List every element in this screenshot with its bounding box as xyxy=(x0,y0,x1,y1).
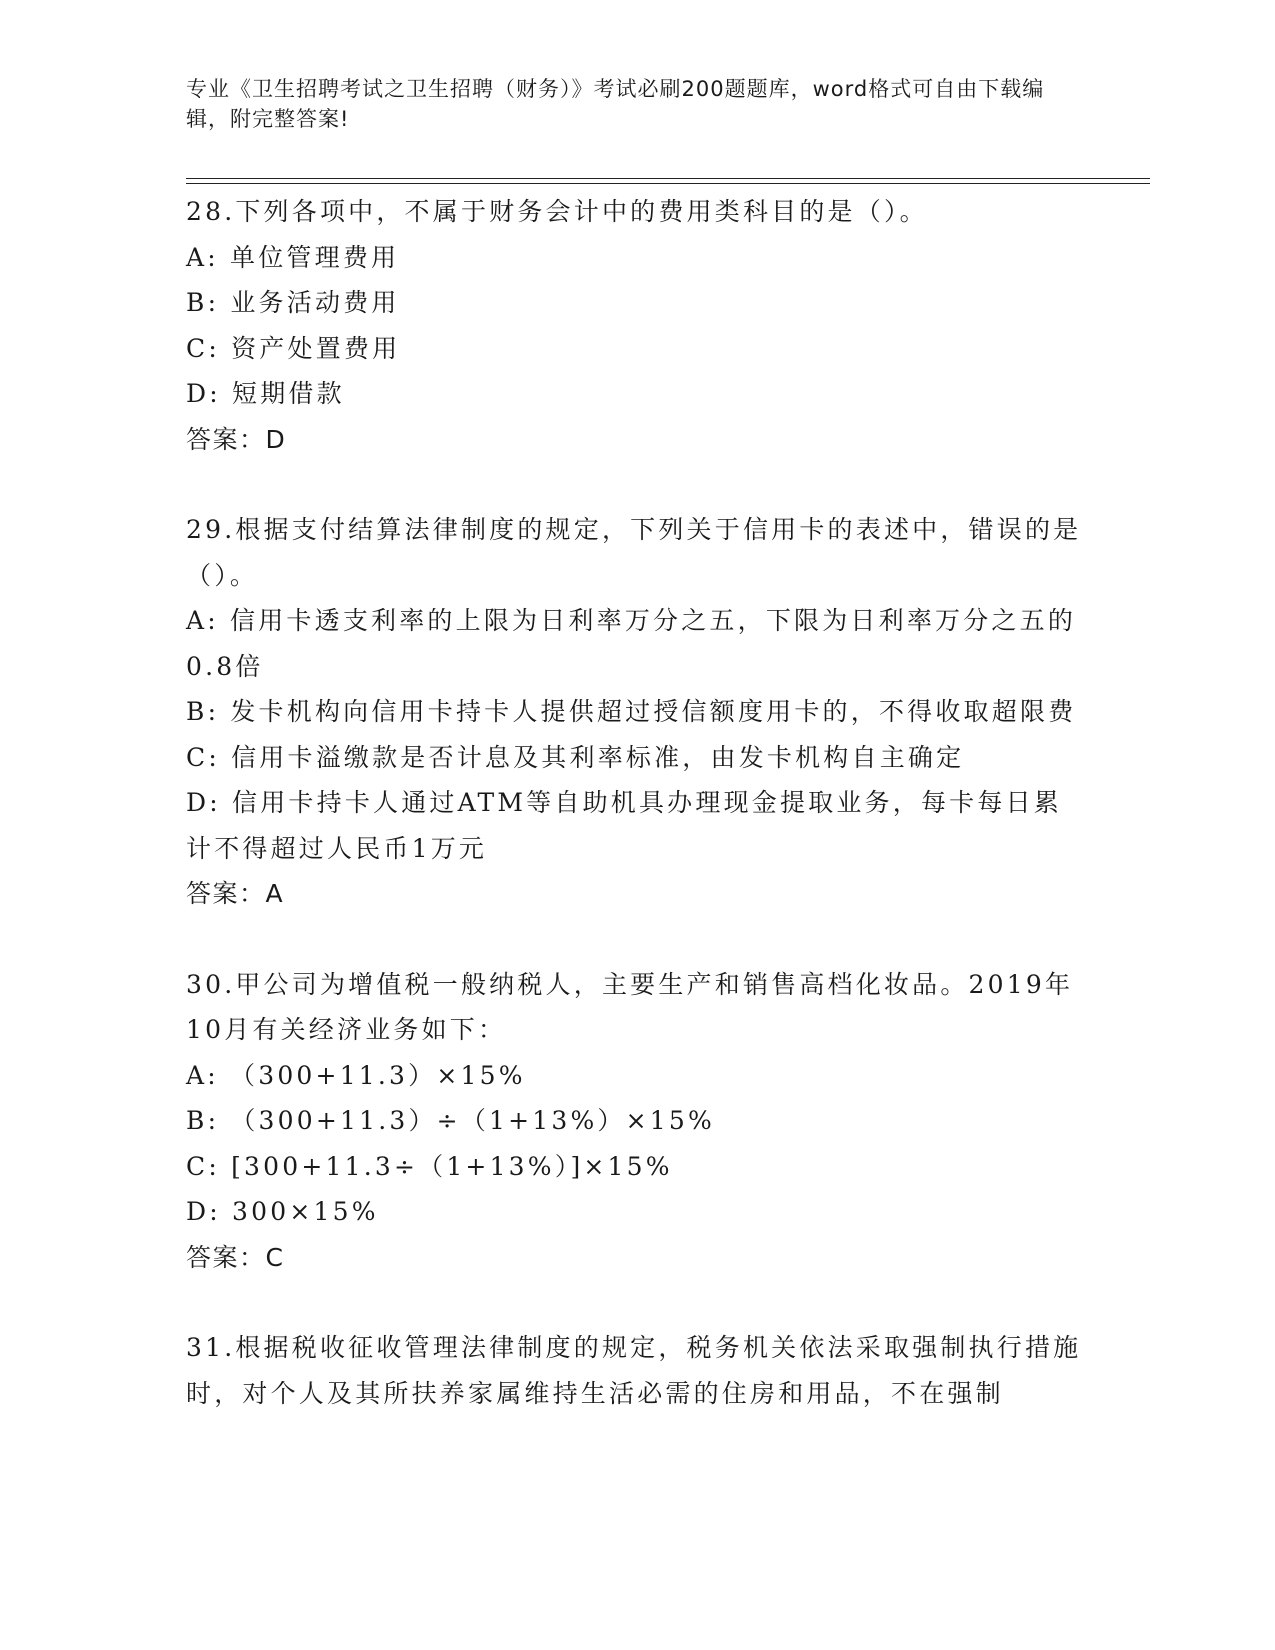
option-a: A: （300+11.3）×15% xyxy=(186,1060,526,1090)
header-divider-top xyxy=(186,178,1150,179)
document-header: 专业《卫生招聘考试之卫生招聘（财务）》考试必刷200题题库，word格式可自由下载编辑，附完整答案! xyxy=(186,77,1045,131)
question-29 xyxy=(186,507,1086,917)
answer-line: 答案：A xyxy=(186,879,285,908)
question-stem: 29.根据支付结算法律制度的规定，下列关于信用卡的表述中，错误的是（）。 xyxy=(186,515,1082,590)
option-b: B: （300+11.3）÷（1+13%）×15% xyxy=(186,1106,715,1135)
question-spacer xyxy=(186,462,1086,507)
option-b: B: 发卡机构向信用卡持卡人提供超过授信额度用卡的，不得收取超限费 xyxy=(186,697,1077,726)
option-d: D: 300×15% xyxy=(186,1197,379,1226)
question-list xyxy=(186,189,1086,1416)
option-b: B: 业务活动费用 xyxy=(186,288,400,317)
option-d: D: 短期借款 xyxy=(186,379,345,408)
question-stem: 28.下列各项中，不属于财务会计中的费用类科目的是（）。 xyxy=(186,197,928,226)
option-d: D: 信用卡持卡人通过ATM等自助机具办理现金提取业务，每卡每日累计不得超过人民币1万元 xyxy=(186,788,1062,863)
question-spacer xyxy=(186,1280,1086,1325)
option-c: C: 资产处置费用 xyxy=(186,333,401,363)
option-c: C: [300+11.3÷（1+13%）]×15% xyxy=(186,1151,673,1181)
answer-line: 答案：C xyxy=(186,1242,285,1272)
question-stem: 31.根据税收征收管理法律制度的规定，税务机关依法采取强制执行措施时，对个人及其所扶养家属维持生活必需的住房和用品，不在强制 xyxy=(186,1333,1082,1408)
answer-line: 答案：D xyxy=(186,424,287,454)
option-c: C: 信用卡溢缴款是否计息及其利率标准，由发卡机构自主确定 xyxy=(186,742,965,772)
question-28 xyxy=(186,189,1086,462)
question-stem: 30.甲公司为增值税一般纳税人，主要生产和销售高档化妆品。2019年10月有关经济业务如下： xyxy=(186,969,1074,1044)
question-30 xyxy=(186,962,1086,1281)
option-a: A: 单位管理费用 xyxy=(186,242,400,272)
header-divider-bottom xyxy=(186,183,1150,184)
question-spacer xyxy=(186,917,1086,962)
question-31 xyxy=(186,1325,1086,1416)
option-a: A: 信用卡透支利率的上限为日利率万分之五，下限为日利率万分之五的0.8倍 xyxy=(186,606,1077,681)
